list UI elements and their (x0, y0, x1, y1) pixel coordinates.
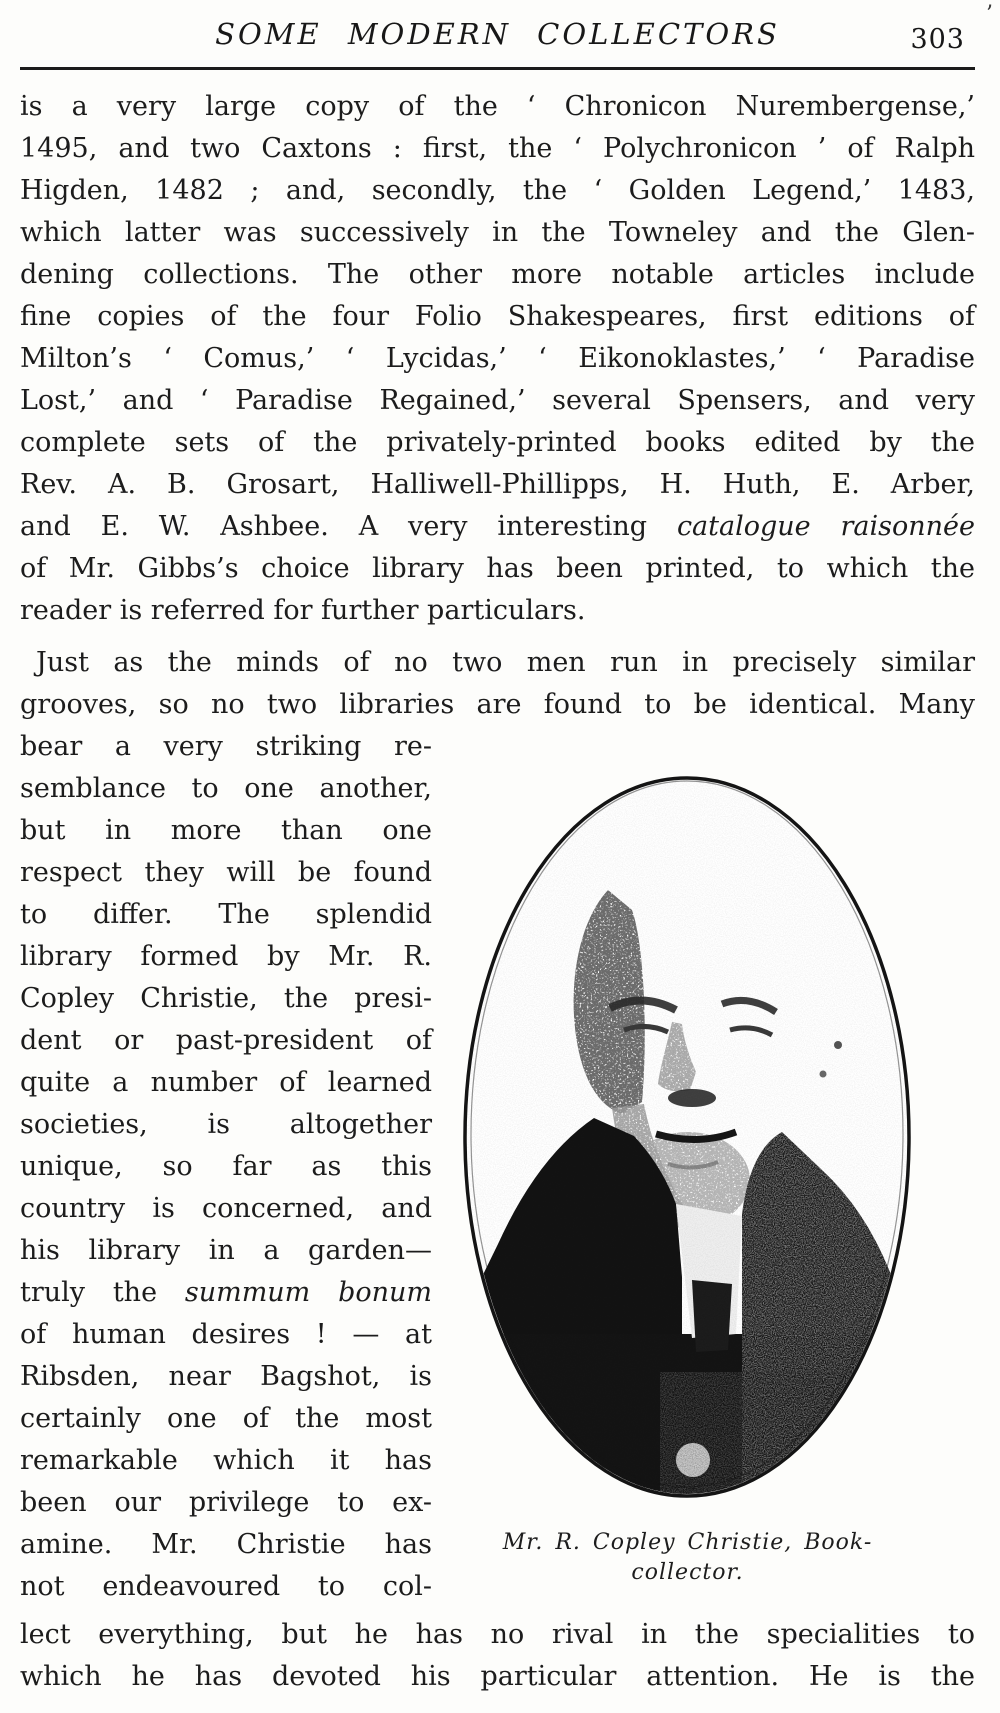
text-line: bear a very striking re- (20, 731, 432, 762)
text-line: his library in a garden— (20, 1235, 432, 1266)
text-line: quite a number of learned (20, 1067, 432, 1098)
text-line: Copley Christie, the presi- (20, 983, 432, 1014)
text-line (20, 1272, 432, 1314)
italic-text-segment: summum bonum (184, 1277, 432, 1308)
text-line: country is concerned, and (20, 1193, 432, 1224)
head-rule (20, 67, 975, 70)
text-line: Higden, 1482 ; and, secondly, the ‘ Golden Legend,’ 1483, (20, 175, 975, 206)
text-line: amine. Mr. Christie has (20, 1529, 432, 1560)
text-line: societies, is altogether (20, 1109, 432, 1140)
text-line (20, 506, 975, 548)
text-line: of human desires ! — at (20, 1319, 432, 1350)
text-line: fine copies of the four Folio Shakespeares, first editions of (20, 301, 975, 332)
text-line: unique, so far as this (20, 1151, 432, 1182)
paragraph-two-end (20, 1614, 975, 1698)
text-line: grooves, so no two libraries are found to be identical. Many (20, 689, 975, 720)
text-line: which latter was successively in the Towneley and the Glen- (20, 217, 975, 248)
text-line: but in more than one (20, 815, 432, 846)
figure-caption: Mr. R. Copley Christie, Book-collector. (502, 1530, 873, 1585)
italic-text-segment: catalogue raisonnée (676, 511, 975, 542)
text-and-figure-row (20, 726, 975, 1608)
text-line: reader is referred for further particulars. (20, 595, 586, 626)
text-segment: truly the (20, 1277, 185, 1308)
page-title: SOME MODERN COLLECTORS (215, 17, 780, 51)
running-head (20, 14, 975, 54)
text-line: of Mr. Gibbs’s choice library has been printed, to which the (20, 553, 975, 584)
text-line: not endeavoured to col- (20, 1571, 432, 1602)
page-number: 303 (910, 24, 965, 55)
text-line: certainly one of the most (20, 1403, 432, 1434)
text-line: semblance to one another, (20, 773, 432, 804)
text-line: 1495, and two Caxtons : first, the ‘ Polychronicon ’ of Ralph (20, 133, 975, 164)
text-line: been our privilege to ex- (20, 1487, 432, 1518)
portrait-image (460, 772, 915, 1502)
text-line: Lost,’ and ‘ Paradise Regained,’ several Spensers, and very (20, 385, 975, 416)
text-line: respect they will be found (20, 857, 432, 888)
text-line: is a very large copy of the ‘ Chronicon Nurembergense,’ (20, 91, 975, 122)
text-line: library formed by Mr. R. (20, 941, 432, 972)
text-line: dening collections. The other more notable articles include (20, 259, 975, 290)
text-line: Just as the minds of no two men run in precisely similar (36, 647, 975, 678)
text-line: Ribsden, near Bagshot, is (20, 1361, 432, 1392)
text-segment: and E. W. Ashbee. A very interesting (20, 511, 677, 542)
scan-artifact-mark: ’ (986, 2, 993, 27)
text-line: lect everything, but he has no rival in the specialities to (20, 1619, 975, 1650)
text-line: complete sets of the privately-printed books edited by the (20, 427, 975, 458)
text-line: Rev. A. B. Grosart, Halliwell-Phillipps, H. Huth, E. Arber, (20, 469, 975, 500)
paragraph-two-intro (20, 642, 975, 726)
text-line: dent or past-president of (20, 1025, 432, 1056)
text-line: which he has devoted his particular attention. He is the (20, 1661, 975, 1692)
paragraph-two-column (20, 726, 432, 1608)
portrait-figure (460, 772, 915, 1502)
text-line: remarkable which it has (20, 1445, 432, 1476)
text-line: Milton’s ‘ Comus,’ ‘ Lycidas,’ ‘ Eikonoklastes,’ ‘ Paradise (20, 343, 975, 374)
text-line: to differ. The splendid (20, 899, 432, 930)
paragraph-one (20, 86, 975, 632)
figure-column (432, 726, 975, 1588)
